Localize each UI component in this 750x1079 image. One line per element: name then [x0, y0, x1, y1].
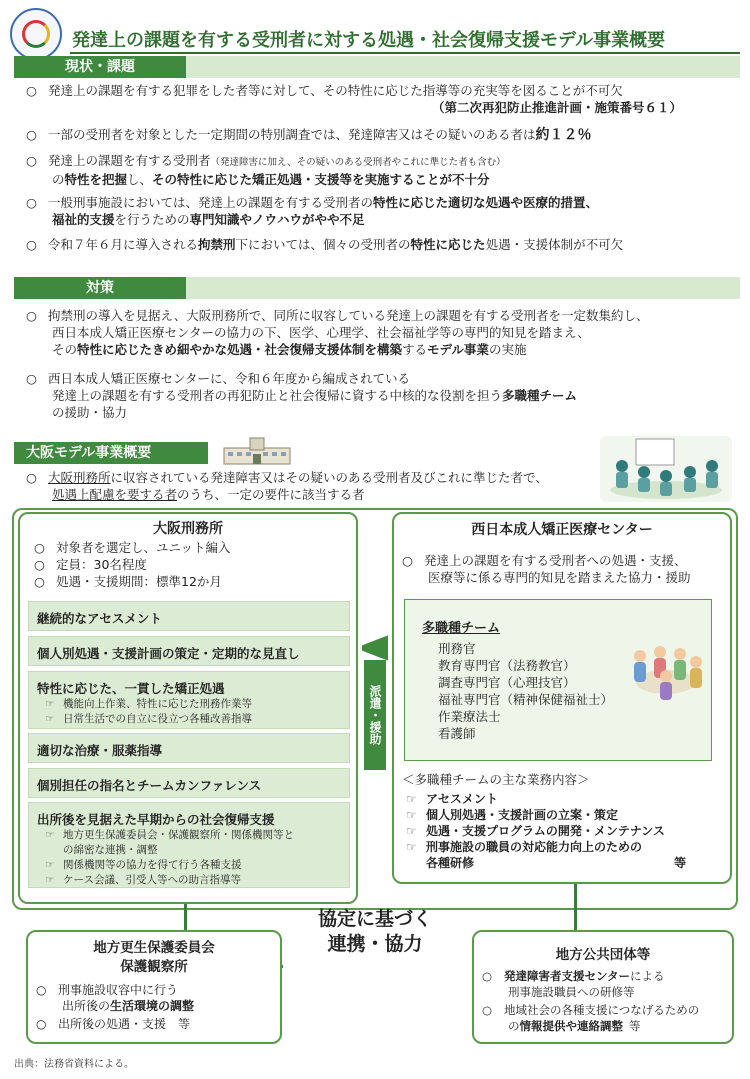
osaka-prison-title: 大阪刑務所	[153, 521, 223, 537]
genjo-item-3: ○ 発達上の課題を有する受刑者（発達障害に加え、その疑いのある受刑者やこれに準じた者も含む） の特性を把握し、その特性に応じた矯正処遇・支援等を実施することが不十分	[26, 153, 506, 187]
connector-left-v	[184, 904, 187, 930]
member-4: 福祉専門官（精神保健福祉士）	[438, 692, 614, 707]
genjo-item-5: ○ 令和７年６月に導入される拘禁刑下においては、個々の受刑者の特性に応じた処遇・支援体制が不可欠	[26, 237, 624, 252]
member-2: 教育専門官（法務教官）	[438, 658, 576, 673]
connector-right-v	[574, 884, 577, 930]
osaka-prison-item-3: ○ 処遇・支援期間：標準12か月	[34, 574, 222, 589]
duties-title: ＜多職種チームの主な業務内容＞	[402, 772, 590, 787]
medical-center-title: 西日本成人矯正医療センター	[471, 522, 653, 538]
bar-team-conference: 個別担任の指名とチームカンファレンス	[28, 768, 350, 798]
local-government-title: 地方公共団体等	[555, 947, 651, 963]
team-circle-illustration	[626, 642, 706, 704]
team-members	[438, 640, 613, 742]
probation-title: 地方更生保護委員会 保護観察所	[93, 940, 215, 975]
bar-individual-plan: 個人別処遇・支援計画の策定・定期的な見直し	[28, 636, 350, 666]
probation-item-2: ○ 出所後の処遇・支援 等	[36, 1017, 191, 1031]
bar-assessment: 継続的なアセスメント	[28, 601, 350, 631]
taisaku-item-1: ○ 拘禁刑の導入を見据え、大阪刑務所で、同所に収容している発達上の課題を有する受刑者を一定数集約し、 西日本成人矯正医療センターの協力の下、医学、心理学、社会福祉学等の専門的知見を踏まえ、 その特性に応じたきめ細やかな処遇・社会復帰支援体制を構築するモデル事業の実施	[26, 308, 649, 357]
dispatch-support-label: 派遣・援助	[364, 660, 386, 770]
probation-item-1: ○ 刑事施設収容中に行う 出所後の生活環境の調整	[36, 983, 195, 1013]
team-title: 多職種チーム	[422, 621, 501, 636]
osaka-prison-item-1: ○ 対象者を選定し、ユニット編入	[34, 540, 231, 555]
local-item-1: ○ 発達障害者支援センターによる 刑事施設職員への研修等	[482, 969, 665, 999]
bar-reintegration-support: 出所後を見据えた早期からの社会復帰支援 ☞ 地方更生保護委員会・保護観察所・関係機関等と の綿密な連携・調整 ☞ 関係機関等の協力を得て行う各種支援 ☞ ケース会議、引受人等への助言指導等	[28, 802, 350, 888]
member-5: 作業療法士	[438, 709, 501, 724]
genjo-item-1: ○ 発達上の課題を有する犯罪をした者等に対して、その特性に応じた指導等の充実等を図ることが不可欠	[26, 83, 623, 98]
osaka-intro: ○ 大阪刑務所に収容されている発達障害又はその疑いのある受刑者及びこれに準じた者で、 処遇上配慮を要する者のうち、一定の要件に該当する者	[26, 470, 548, 502]
genjo-item-1-ref: （第二次再犯防止推進計画・施策番号６１）	[432, 100, 683, 115]
group-meeting-illustration	[600, 436, 732, 502]
agreement-label: 協定に基づく 連携・協力	[317, 908, 432, 955]
genjo-item-4: ○ 一般刑事施設においては、発達上の課題を有する受刑者の特性に応じた適切な処遇や医療的措置、 福祉的支援を行うための専門知識やノウハウがやや不足	[26, 195, 599, 227]
medical-center-desc: ○ 発達上の課題を有する受刑者への処遇・支援、 医療等に係る専門的知見を踏まえた協力・援助	[402, 553, 691, 585]
section-heading-taisaku: 対策	[14, 277, 186, 299]
bar-correctional-treatment: 特性に応じた、一貫した矯正処遇 ☞ 機能向上作業、特性に応じた刑務作業等 ☞ 日常生活での自立に役立つ各種改善指導	[28, 671, 350, 729]
ministry-logo	[10, 8, 62, 60]
member-1: 刑務官	[438, 641, 476, 656]
title-underline	[70, 52, 740, 54]
genjo-item-2: ○ 一部の受刑者を対象とした一定期間の特別調査では、発達障害又はその疑いのある者は約１２％	[26, 127, 592, 143]
local-item-2: ○ 地域社会の各種支援につなげるための の情報提供や連絡調整 等	[482, 1003, 700, 1033]
section-heading-osaka-model: 大阪モデル事業概要	[14, 442, 208, 464]
taisaku-item-2: ○ 西日本成人矯正医療センターに、令和６年度から編成されている 発達上の課題を有する受刑者の再犯防止と社会復帰に資する中核的な役割を担う多職種チーム の援助・協力	[26, 371, 578, 420]
bar-medication-guidance: 適切な治療・服薬指導	[28, 733, 350, 763]
osaka-prison-item-2: ○ 定員：30名程度	[34, 557, 147, 572]
source-note: 出典：法務省資料による。	[14, 1059, 134, 1070]
section-heading-genjo: 現状・課題	[14, 56, 186, 78]
duties-list: ☞ アセスメント ☞ 個人別処遇・支援計画の立案・策定 ☞ 処遇・支援プログラムの開発・メンテナンス ☞ 刑事施設の職員の対応能力向上のための 各種研修 等	[406, 792, 687, 870]
page-title: 発達上の課題を有する受刑者に対する処遇・社会復帰支援モデル事業概要	[72, 30, 666, 51]
prison-building-illustration	[222, 436, 292, 466]
member-3: 調査専門官（心理技官）	[438, 675, 576, 690]
member-6: 看護師	[438, 726, 476, 741]
